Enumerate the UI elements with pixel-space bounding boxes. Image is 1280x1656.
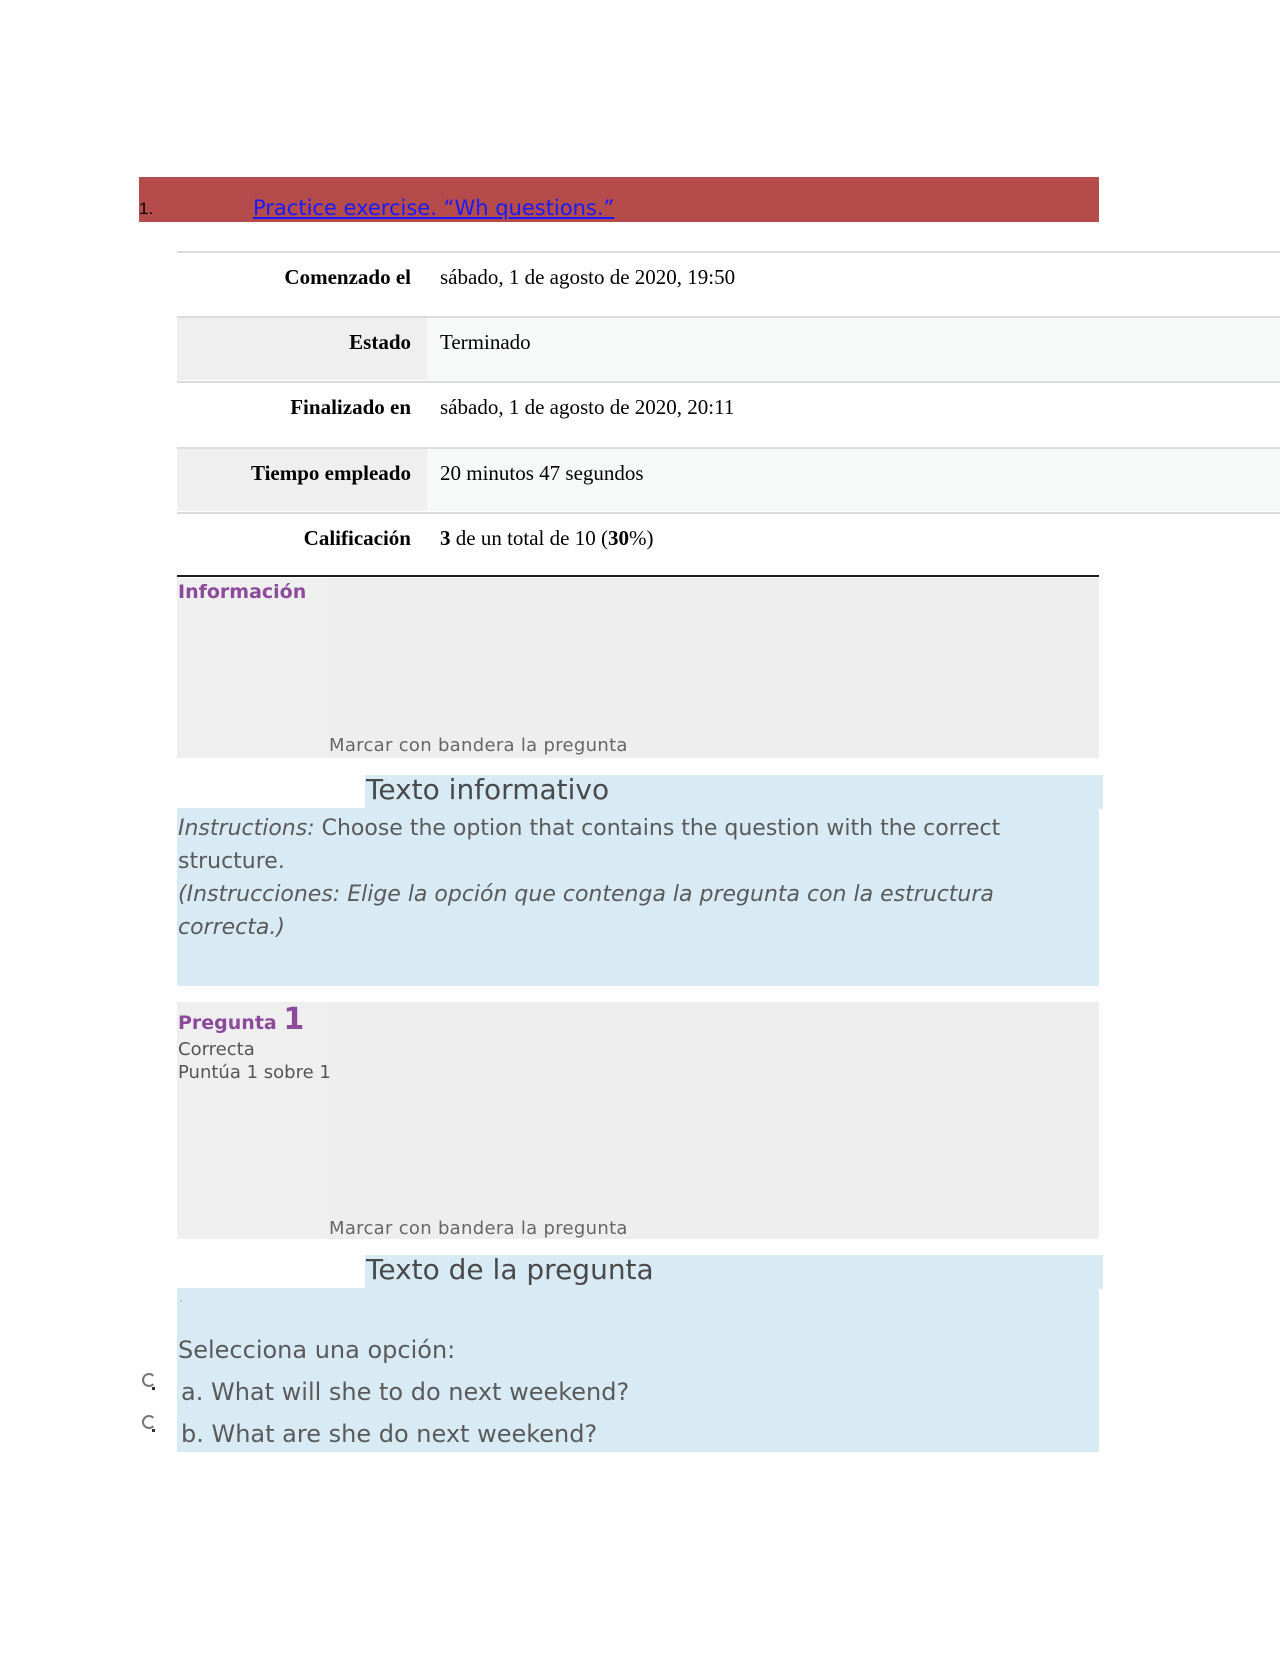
flag-question-link[interactable]: Marcar con bandera la pregunta: [329, 1218, 628, 1239]
summary-value: sábado, 1 de agosto de 2020, 19:50: [440, 265, 736, 289]
grade-value: [440, 526, 653, 551]
instructions-body: Choose the option that contains the question with the correct structure.: [178, 816, 1001, 874]
option-b-radio[interactable]: [138, 1409, 176, 1443]
option-a-label[interactable]: a. What will she to do next weekend?: [181, 1378, 630, 1406]
question-1-info-panel: [177, 1002, 1099, 1239]
info-title: Texto informativo: [366, 773, 610, 806]
summary-label: Estado: [349, 330, 411, 354]
list-number: 1.: [139, 199, 154, 218]
summary-divider: [177, 575, 1099, 577]
grade-tail: %): [628, 526, 654, 550]
quiz-title-link[interactable]: Practice exercise. “Wh questions.”: [253, 196, 615, 220]
instructions-text: [178, 812, 1058, 878]
summary-row-started: [177, 251, 1280, 315]
question-prompt: Selecciona una opción:: [178, 1336, 456, 1364]
grade-score: 3: [440, 526, 451, 550]
summary-label: Tiempo empleado: [250, 461, 411, 485]
question-status: Correcta: [178, 1039, 255, 1060]
grade-percent: 30: [607, 526, 629, 550]
summary-row-time: [177, 447, 1280, 511]
question-heading-word: Pregunta: [178, 1012, 277, 1034]
summary-row-grade: [177, 512, 1280, 576]
option-b-label[interactable]: b. What are she do next weekend?: [181, 1420, 598, 1448]
info-heading: Información: [178, 581, 307, 603]
info-panel: [177, 578, 1099, 758]
summary-label: Finalizado en: [290, 395, 411, 419]
summary-value: 20 minutos 47 segundos: [440, 461, 644, 485]
instructions-spanish: (Instrucciones: Elige la opción que contenga la pregunta con la estructura correcta.): [178, 882, 994, 940]
question-score: Puntúa 1 sobre 1: [178, 1062, 331, 1083]
instructions-label: Instructions:: [178, 816, 315, 841]
summary-value: sábado, 1 de agosto de 2020, 20:11: [440, 395, 735, 419]
summary-label: Calificación: [303, 526, 411, 550]
question-1-heading: [178, 1002, 304, 1037]
flag-question-link[interactable]: Marcar con bandera la pregunta: [329, 735, 628, 756]
summary-row-finished: [177, 381, 1280, 445]
question-text-dot: .: [179, 1290, 184, 1306]
grade-total: de un total de 10 (: [450, 526, 608, 550]
summary-value: Terminado: [440, 330, 531, 354]
option-a-radio[interactable]: [138, 1367, 176, 1401]
question-title: Texto de la pregunta: [366, 1253, 654, 1286]
question-number: 1: [283, 1002, 305, 1037]
summary-row-state: [177, 316, 1280, 380]
summary-label: Comenzado el: [284, 265, 411, 289]
